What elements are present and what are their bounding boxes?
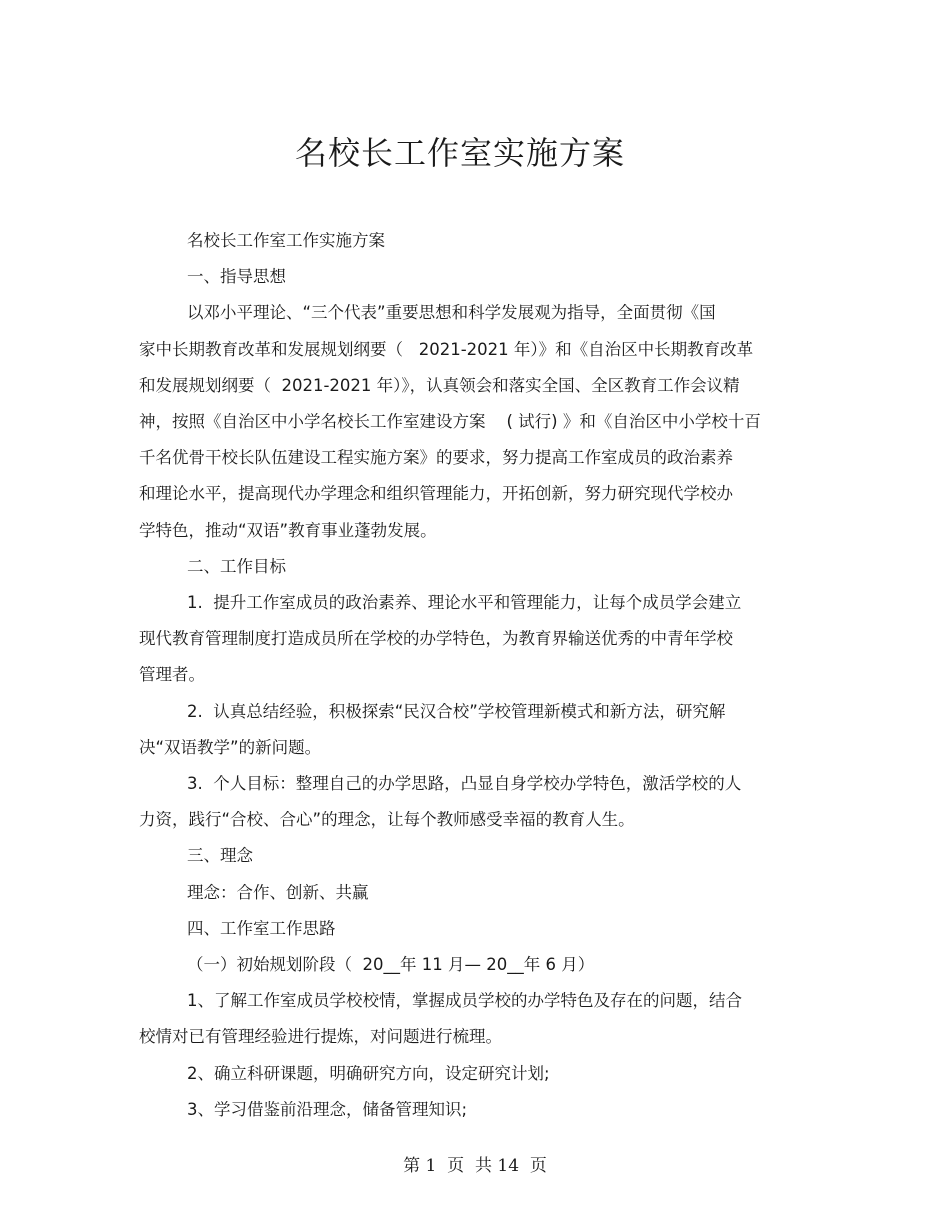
paragraph-line: 千名优骨干校长队伍建设工程实施方案》的要求，努力提高工作室成员的政治素养 <box>139 448 733 468</box>
paragraph-line: 现代教育管理制度打造成员所在学校的办学特色，为教育界输送优秀的中青年学校 <box>139 629 733 649</box>
document-title: 名校长工作室实施方案 <box>294 134 625 172</box>
paragraph-line: 力资，践行“合校、合心”的理念，让每个教师感受幸福的教育人生。 <box>139 810 635 830</box>
section-heading-2: 二、工作目标 <box>187 556 286 576</box>
paragraph-line: 以邓小平理论、“三个代表”重要思想和科学发展观为指导，全面贯彻《国 <box>187 303 716 323</box>
section-heading-1: 一、指导思想 <box>187 267 286 287</box>
subsection-heading: （一）初始规划阶段（ 20__年 11 月— 20__年 6 月） <box>187 955 595 975</box>
page-number-footer: 第 1 页 共 14 页 <box>403 1156 547 1176</box>
subtitle-line: 名校长工作室工作实施方案 <box>187 231 385 250</box>
paragraph-line: 2. 认真总结经验，积极探索“民汉合校”学校管理新模式和新方法，研究解 <box>187 701 726 721</box>
section-heading-3: 三、理念 <box>187 846 253 866</box>
list-item: 1、了解工作室成员学校校情，掌握成员学校的办学特色及存在的问题，结合 <box>187 991 742 1011</box>
paragraph-line: 学特色，推动“双语”教育事业蓬勃发展。 <box>139 520 437 540</box>
list-item-continuation: 校情对已有管理经验进行提炼，对问题进行梳理。 <box>139 1027 502 1047</box>
list-item: 2、确立科研课题，明确研究方向，设定研究计划; <box>187 1063 550 1083</box>
paragraph-line: 家中长期教育改革和发展规划纲要（ 2021-2021 年）》和《自治区中长期教育改革 <box>139 339 754 359</box>
section-heading-4: 四、工作室工作思路 <box>187 918 336 938</box>
paragraph-line: 管理者。 <box>139 665 205 685</box>
document-body <box>139 223 799 1128</box>
paragraph-line: 理念：合作、创新、共赢 <box>187 882 369 902</box>
list-item: 3、学习借鉴前沿理念，储备管理知识; <box>187 1099 468 1119</box>
paragraph-line: 和发展规划纲要（ 2021-2021 年）》，认真领会和落实全国、全区教育工作会议精 <box>139 375 740 395</box>
paragraph-line: 决“双语教学”的新问题。 <box>139 737 322 757</box>
paragraph-line: 和理论水平，提高现代办学理念和组织管理能力，开拓创新，努力研究现代学校办 <box>139 484 733 504</box>
paragraph-line: 3. 个人目标：整理自己的办学思路，凸显自身学校办学特色，激活学校的人 <box>187 774 742 794</box>
paragraph-line: 1. 提升工作室成员的政治素养、理论水平和管理能力，让每个成员学会建立 <box>187 593 742 613</box>
paragraph-line: 神，按照《自治区中小学名校长工作室建设方案 ( 试行) 》和《自治区中小学校十百 <box>139 412 761 432</box>
